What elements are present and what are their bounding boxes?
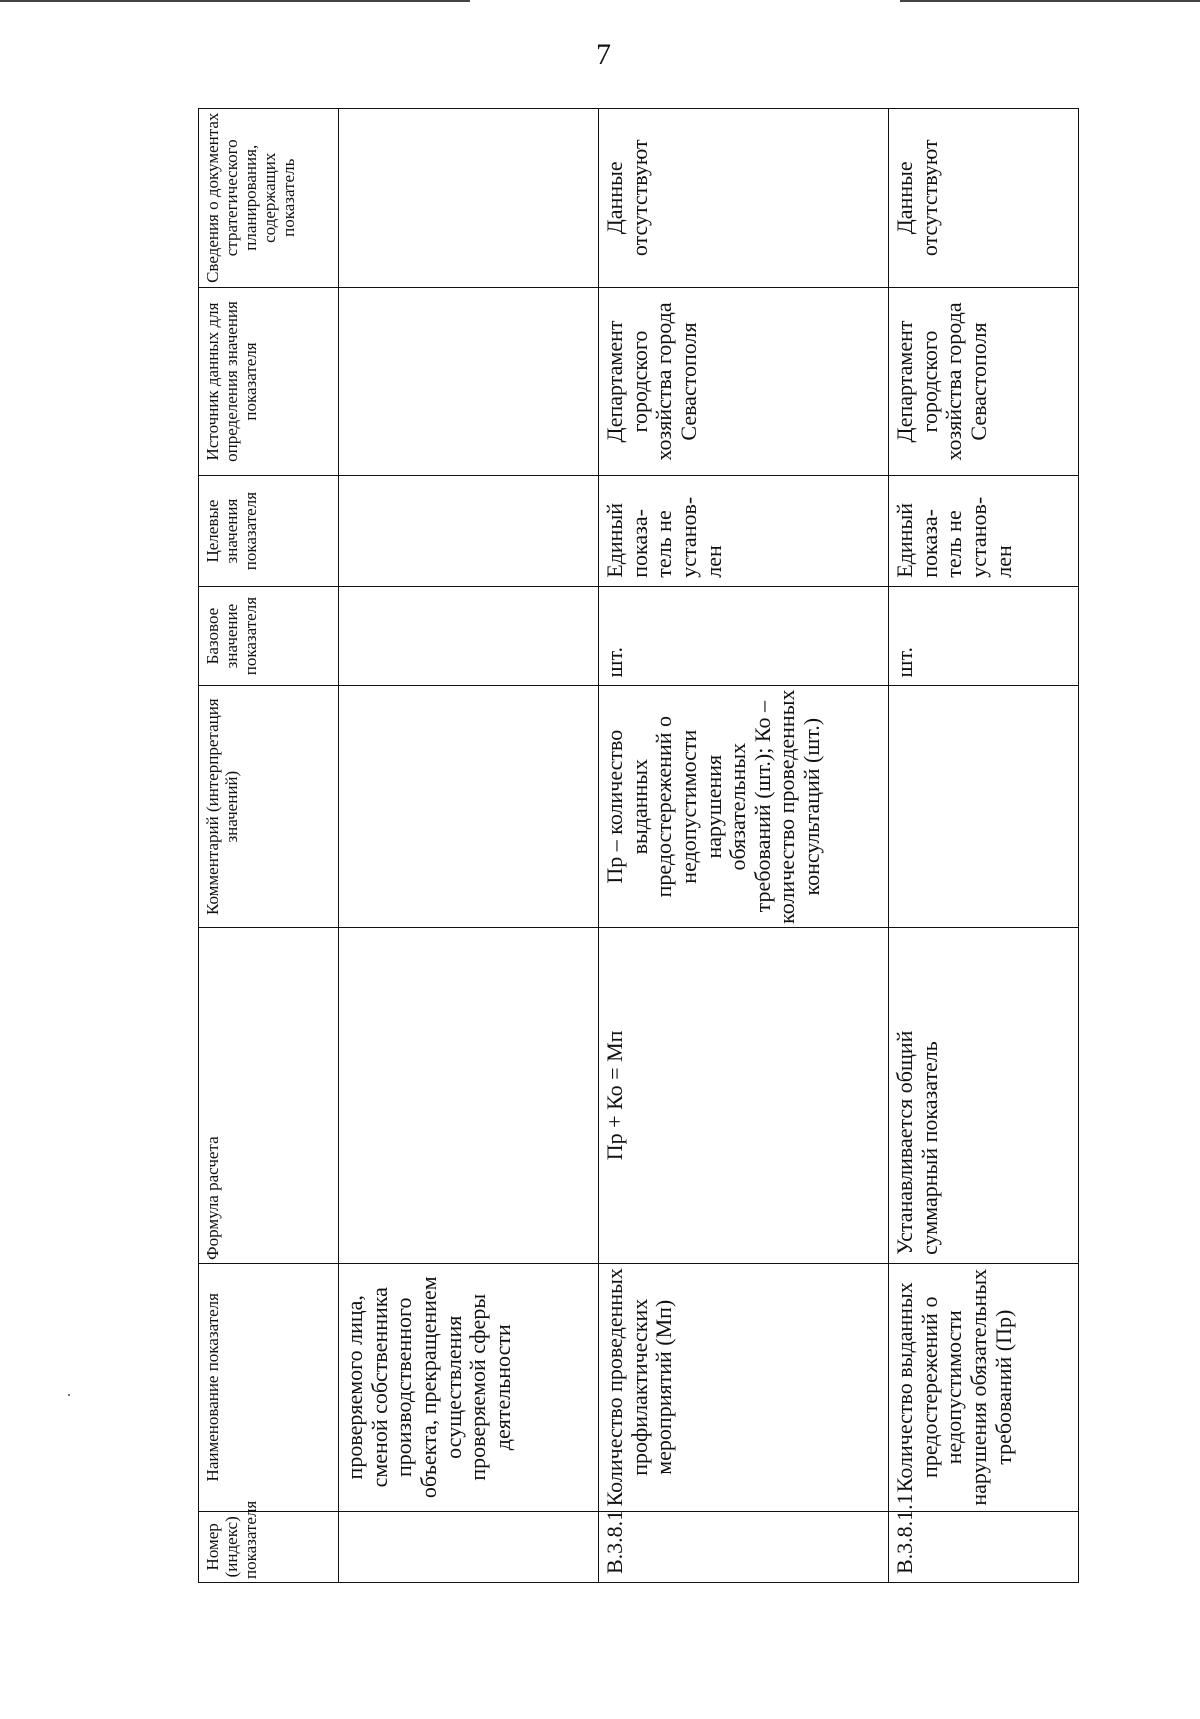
cell-index [339, 1511, 599, 1582]
table-row [599, 109, 889, 1583]
cell-index: В.3.8.1 [599, 1511, 889, 1582]
cell-docs: Данные отсутствуют [889, 109, 1079, 288]
header-docs: Сведения о документах стратегического планирования, содержащих показатель [199, 109, 339, 288]
cell-name: Количество выданных предостережений о недопустимости нарушения обязательных требований (Пр) [889, 1263, 1079, 1511]
table-header-row [199, 109, 339, 1583]
cell-docs [339, 109, 599, 288]
table-row [889, 109, 1079, 1583]
cell-target: Единый показа-тель не установ-лен [889, 476, 1079, 586]
header-index: Номер (индекс) показателя [199, 1511, 339, 1582]
cell-index: В.3.8.1.1 [889, 1511, 1079, 1582]
cell-formula: Устанавливается общий суммарный показатель [889, 927, 1079, 1263]
indicator-table-container [198, 108, 1078, 1583]
cell-comment: Пр – количество выданных предостережений о недопустимости нарушения обязательных требований (шт.); Ко – количество проведенных консультаций (шт.) [599, 686, 889, 927]
page-number: 7 [596, 38, 611, 71]
cell-formula: Пр + Ко = Мп [599, 927, 889, 1263]
header-source: Источник данных для определения значения показателя [199, 287, 339, 476]
cell-comment [889, 686, 1079, 927]
cell-target [339, 476, 599, 586]
header-formula: Формула расчета [199, 927, 339, 1263]
indicator-table [198, 108, 1079, 1583]
cell-target: Единый показа-тель не установ-лен [599, 476, 889, 586]
cell-source: Департамент городского хозяйства города Севастополя [599, 287, 889, 476]
scan-speck [68, 1394, 70, 1396]
header-base: Базовое значение показателя [199, 586, 339, 686]
header-comment: Комментарий (интерпретация значений) [199, 686, 339, 927]
cell-base: шт. [889, 586, 1079, 686]
cell-comment [339, 686, 599, 927]
cell-base: шт. [599, 586, 889, 686]
cell-docs: Данные отсутствуют [599, 109, 889, 288]
scan-edge-line-left [0, 0, 470, 2]
rotated-table-frame [198, 108, 1078, 1583]
cell-base [339, 586, 599, 686]
header-target: Целевые значения показателя [199, 476, 339, 586]
cell-source: Департамент городского хозяйства города Севастополя [889, 287, 1079, 476]
cell-formula [339, 927, 599, 1263]
table-row [339, 109, 599, 1583]
cell-source [339, 287, 599, 476]
cell-name: Количество проведенных профилактических мероприятий (Мп) [599, 1263, 889, 1511]
cell-name: проверяемого лица, сменой собственника производственного объекта, прекращением осуществления проверяемой сферы деятельности [339, 1263, 599, 1511]
header-name: Наименование показателя [199, 1263, 339, 1511]
scan-edge-line-right [900, 0, 1200, 2]
